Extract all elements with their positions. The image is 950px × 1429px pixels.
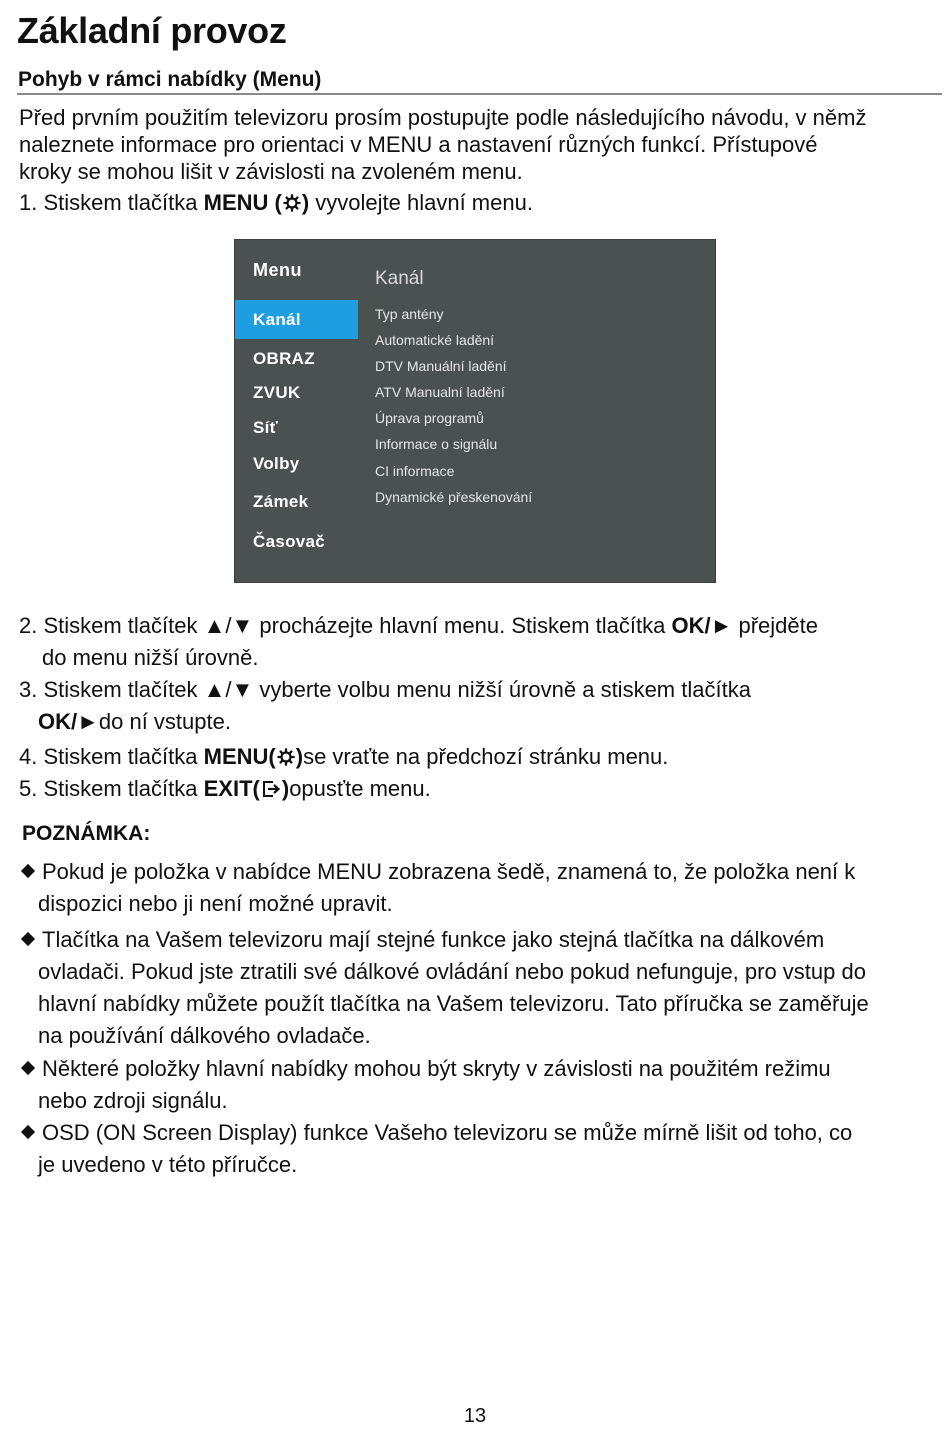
step-2-continued: do menu nižší úrovně. <box>42 645 259 670</box>
tv-menu-screenshot <box>234 239 716 583</box>
note-bullet: Některé položky hlavní nabídky mohou být skryty v závislosti na použitém režimu <box>23 1055 831 1082</box>
submenu-header: Kanál <box>375 268 424 289</box>
menu-item-zamek[interactable]: Zámek <box>253 492 309 511</box>
note-bullet-continued: dispozici nebo ji není možné upravit. <box>38 891 393 916</box>
menu-item-kanal[interactable]: Kanál <box>253 310 301 329</box>
note-bullet-continued: je uvedeno v této příručce. <box>38 1152 298 1177</box>
submenu-item[interactable]: ATV Manualní ladění <box>375 384 505 400</box>
page-number: 13 <box>463 1405 487 1427</box>
step-3-continued: OK/►do ní vstupte. <box>38 709 231 734</box>
menu-item-volby[interactable]: Volby <box>253 454 300 473</box>
note-heading: POZNÁMKA: <box>22 822 151 845</box>
intro-line-3: kroky se mohou lišit v závislosti na zvoleném menu. <box>19 159 523 184</box>
diamond-bullet-icon <box>21 1061 35 1075</box>
submenu-item[interactable]: DTV Manuální ladění <box>375 358 507 374</box>
page-heading: Základní provoz <box>17 10 287 51</box>
submenu-item[interactable]: Informace o signálu <box>375 436 498 452</box>
note-bullet-continued: ovladači. Pokud jste ztratili své dálkové ovládání nebo pokud nefunguje, pro vstup do <box>38 959 866 984</box>
intro-line-2: naleznete informace pro orientaci v MENU a nastavení různých funkcí. Přístupové <box>19 132 818 157</box>
diamond-bullet-icon <box>21 864 35 878</box>
step-4: 4. Stiskem tlačítka MENU( )se vraťte na předchozí stránku menu. <box>19 744 669 769</box>
menu-gear-icon <box>283 194 301 212</box>
menu-item-obraz[interactable]: OBRAZ <box>253 349 315 368</box>
step-1: 1. Stiskem tlačítka MENU ( ) vyvolejte hlavní menu. <box>19 190 533 215</box>
section-title: Pohyb v rámci nabídky (Menu) <box>18 68 322 91</box>
submenu-item[interactable]: Úprava programů <box>375 410 484 426</box>
submenu-item[interactable]: Dynamické přeskenování <box>375 489 533 505</box>
submenu-item[interactable]: Typ antény <box>375 306 444 322</box>
submenu-item[interactable]: CI informace <box>375 463 455 479</box>
menu-header: Menu <box>253 260 302 280</box>
step-2: 2. Stiskem tlačítek ▲/▼ procházejte hlavní menu. Stiskem tlačítka OK/► přejděte <box>19 613 818 638</box>
submenu-item[interactable]: Automatické ladění <box>375 332 495 348</box>
diamond-bullet-icon <box>21 932 35 946</box>
note-bullet: Pokud je položka v nabídce MENU zobrazena šedě, znamená to, že položka není k <box>23 858 855 885</box>
step-5: 5. Stiskem tlačítka EXIT( )opusťte menu. <box>19 776 431 801</box>
intro-line-1: Před prvním použitím televizoru prosím postupujte podle následujícího návodu, v němž <box>19 105 867 130</box>
step-3: 3. Stiskem tlačítek ▲/▼ vyberte volbu menu nižší úrovně a stiskem tlačítka <box>19 677 751 702</box>
note-bullet: OSD (ON Screen Display) funkce Vašeho televizoru se může mírně lišit od toho, co <box>23 1119 852 1146</box>
note-bullet-continued: nebo zdroji signálu. <box>38 1088 228 1113</box>
exit-icon <box>261 779 281 799</box>
menu-gear-icon <box>277 748 295 766</box>
note-bullet-continued: na používání dálkového ovladače. <box>38 1023 371 1048</box>
menu-item-casovac[interactable]: Časovač <box>253 532 326 551</box>
diamond-bullet-icon <box>21 1125 35 1139</box>
menu-item-sit[interactable]: Síť <box>253 418 279 437</box>
section-divider <box>17 93 942 95</box>
note-bullet: Tlačítka na Vašem televizoru mají stejné funkce jako stejná tlačítka na dálkovém <box>23 926 824 953</box>
note-bullet-continued: hlavní nabídky můžete použít tlačítka na Vašem televizoru. Tato příručka se zaměřuje <box>38 991 869 1016</box>
menu-item-zvuk[interactable]: ZVUK <box>253 383 301 402</box>
